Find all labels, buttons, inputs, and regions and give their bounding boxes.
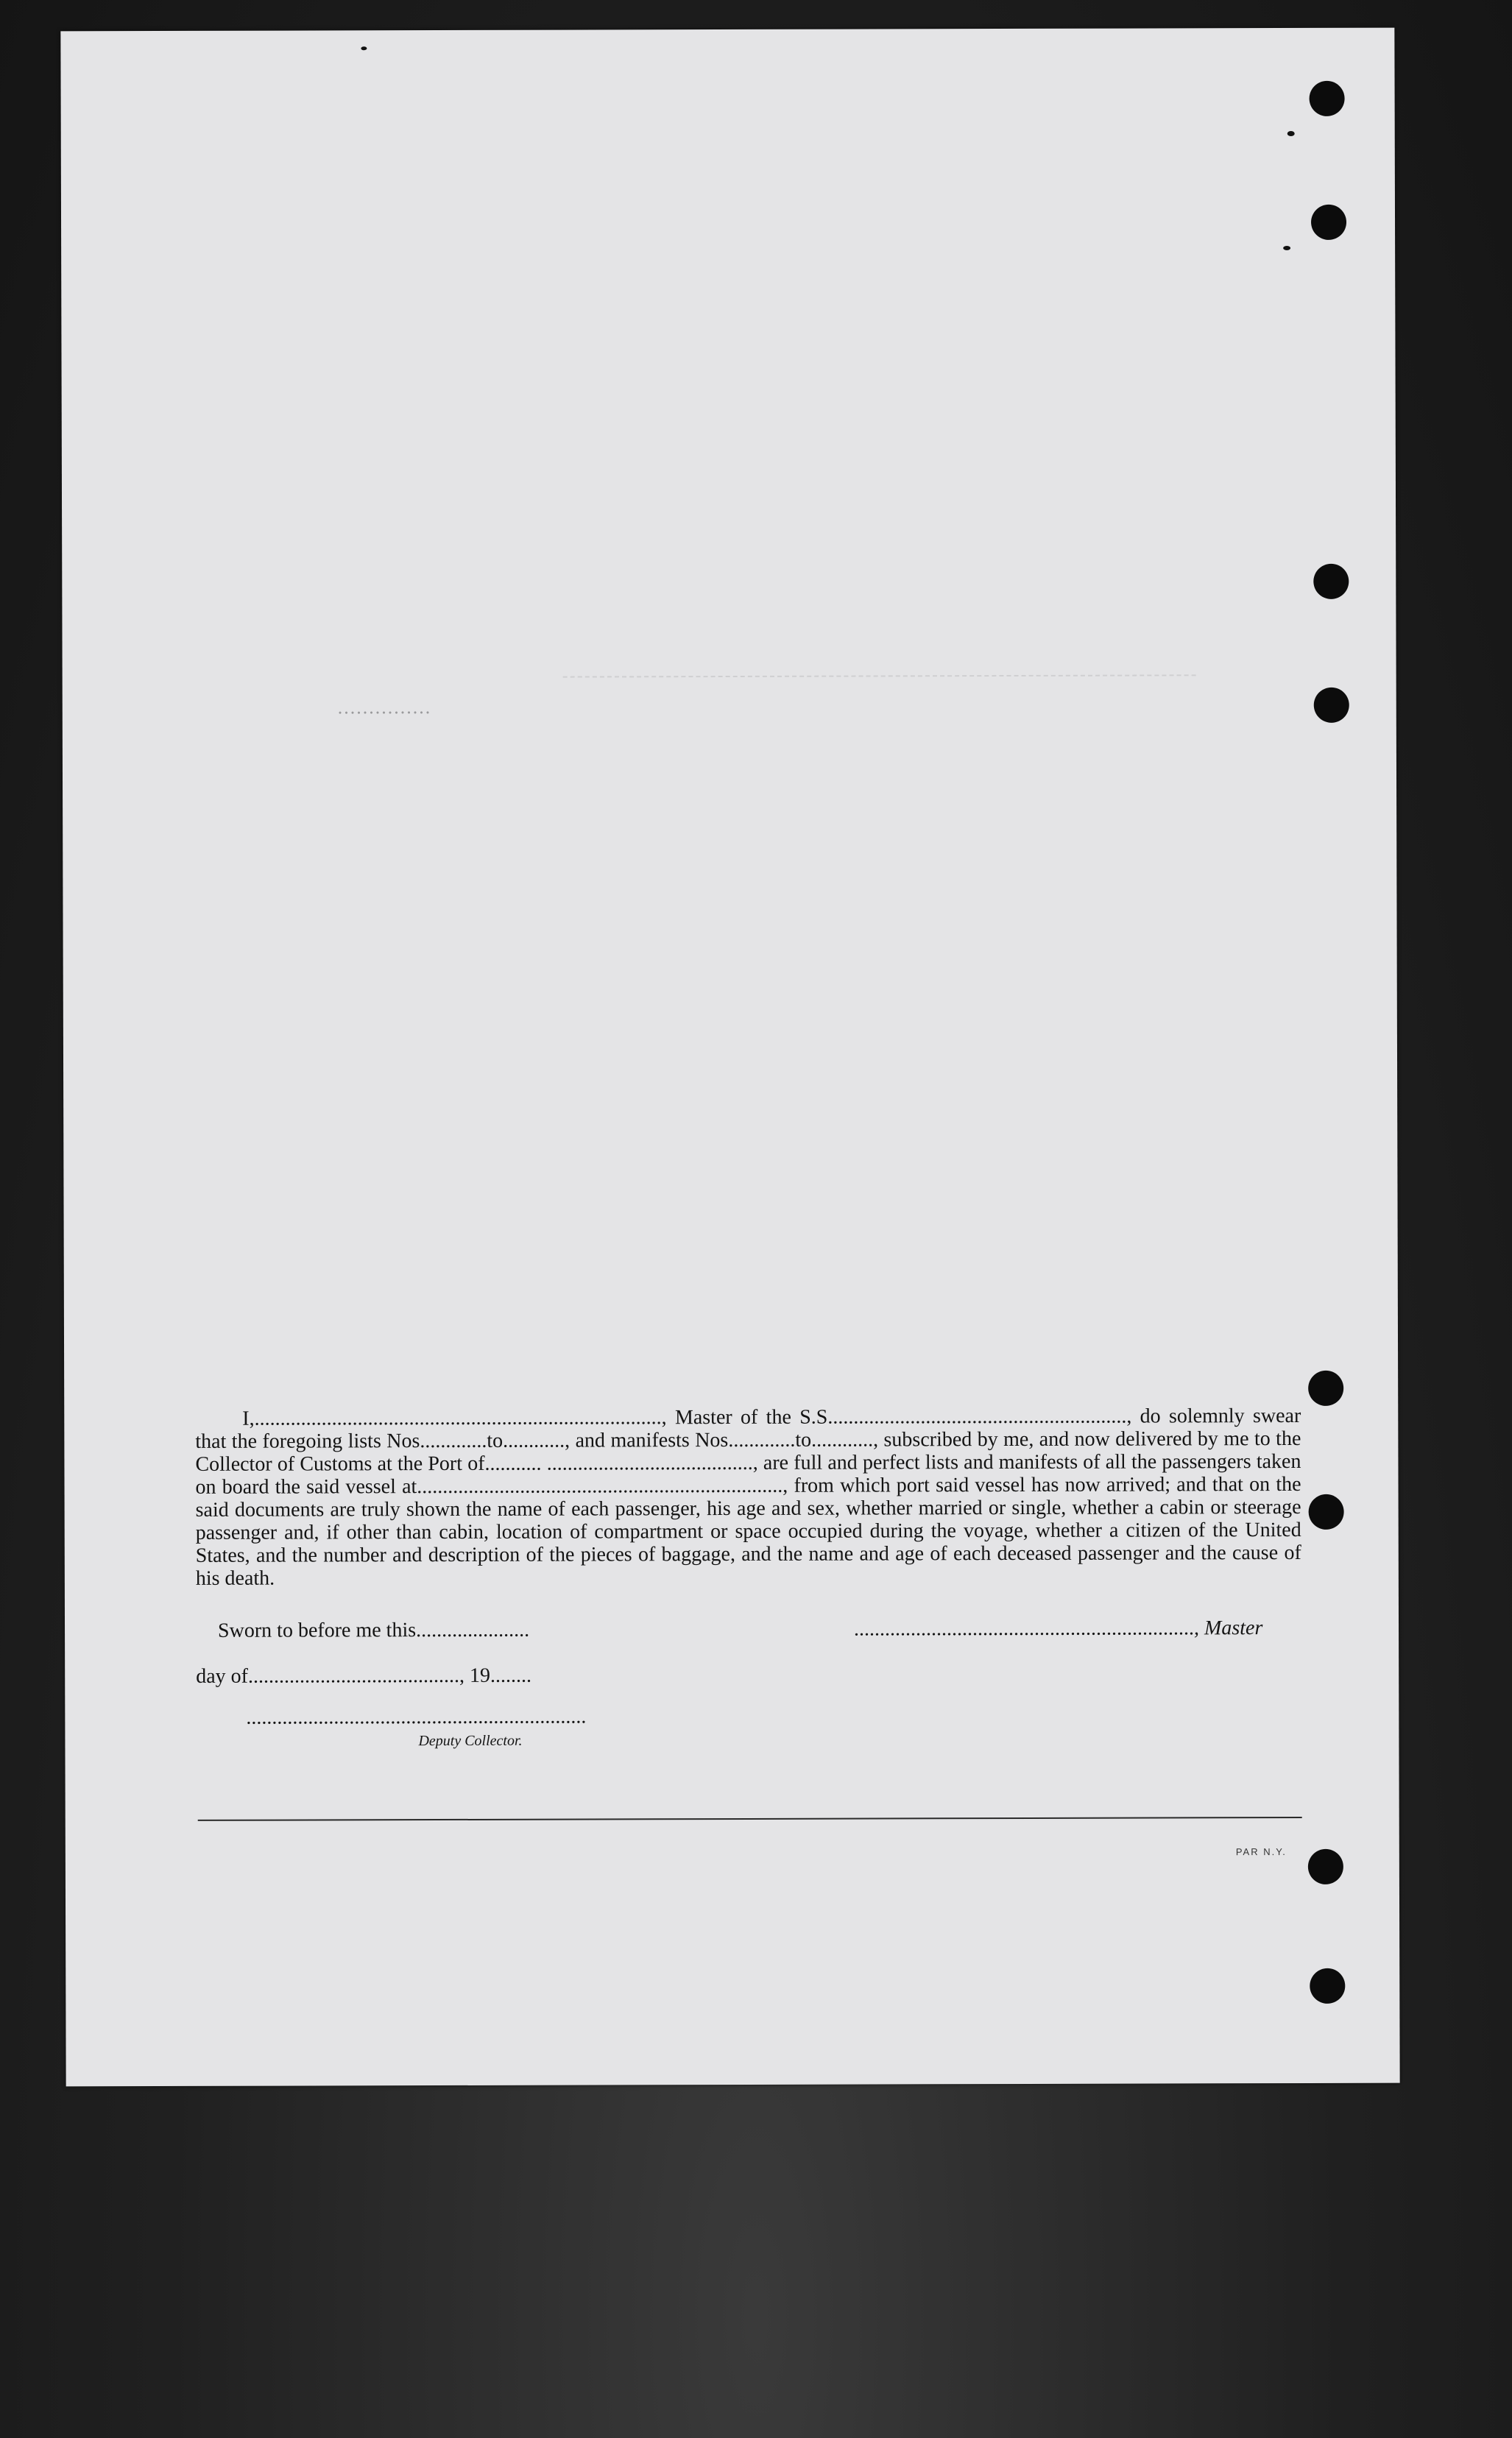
deputy-signature-line	[246, 1706, 586, 1730]
bottom-rule	[198, 1817, 1302, 1821]
punch-hole	[1313, 564, 1349, 599]
master-label: , Master	[1193, 1616, 1263, 1640]
printer-mark: PAR N.Y.	[1235, 1846, 1287, 1858]
deputy-dots: ..................................................................	[246, 1705, 587, 1729]
bleed-through-text	[223, 141, 236, 163]
oath-text: I,..............................................................................., Master of the S.S.........................................................., do solemnly swear that the foregoing lists Nos.............to............, and manifests Nos.............to............, subscribed by me, and now delivered by me to the Collector of Customs at the Port of........... ........................................, are full and perfect lists and manifests of all the passengers taken on board the said vessel at......................................................................., from which port said vessel has now arrived; and that on the said documents are truly shown the name of each passenger, his age and sex, whether married or single, whether a cabin or steerage passenger and, if other than cabin, location of compartment or space occupied during the voyage, whether a citizen of the United States, and the number and description of the pieces of baggage, and the name and age of each deceased passenger and the cause of his death.	[195, 1404, 1301, 1590]
punch-hole	[1308, 1371, 1343, 1406]
punch-hole	[1314, 688, 1349, 723]
punch-hole	[1310, 81, 1345, 116]
bleed-through-dots: ...............	[337, 696, 432, 718]
deputy-label-row	[418, 1728, 522, 1751]
sworn-label: Sworn to before me this......................	[217, 1618, 530, 1642]
dust-speck	[1283, 246, 1290, 250]
master-signature-line	[854, 1616, 1262, 1641]
punch-hole	[1310, 1968, 1345, 2004]
sworn-line	[218, 1619, 529, 1643]
manifest-page	[60, 28, 1399, 2087]
dust-speck	[1287, 131, 1295, 136]
punch-hole	[1311, 205, 1346, 240]
punch-hole	[1308, 1849, 1343, 1884]
day-label: day of........................................., 19........	[196, 1664, 532, 1688]
master-oath-paragraph	[195, 1404, 1301, 1590]
punch-hole	[1309, 1494, 1344, 1530]
dust-speck	[361, 46, 367, 50]
deputy-label: Deputy Collector.	[418, 1732, 523, 1750]
day-line	[196, 1664, 531, 1689]
bleed-through-rule	[563, 674, 1196, 677]
master-dots: ..................................................................	[853, 1616, 1195, 1641]
